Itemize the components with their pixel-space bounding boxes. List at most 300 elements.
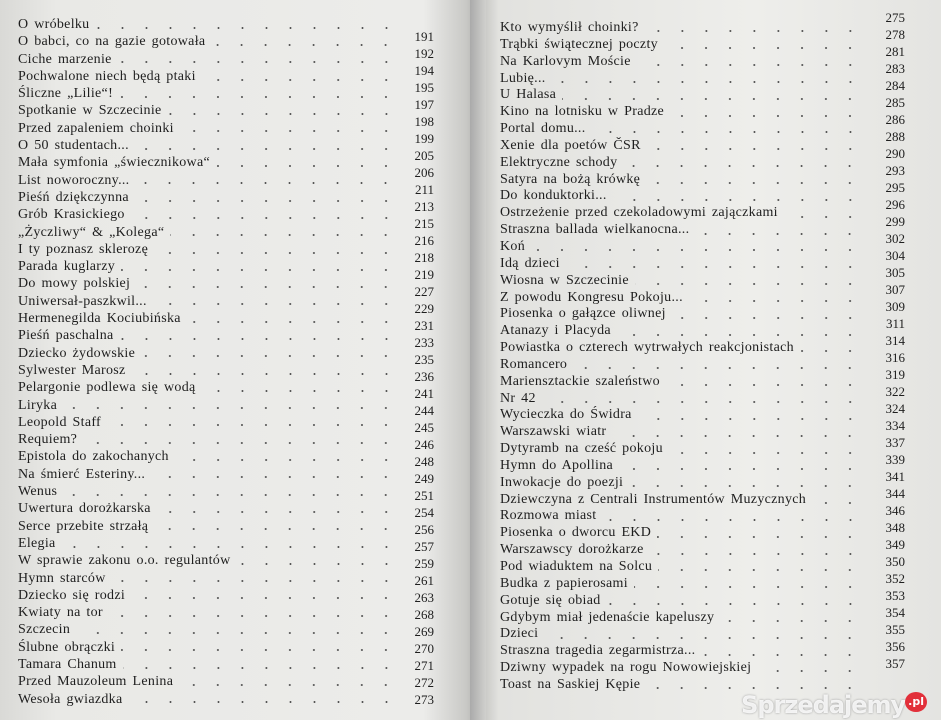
- dot-leader: [800, 350, 862, 352]
- toc-page-number: [869, 247, 905, 264]
- page-number: 295: [885, 180, 905, 195]
- entry-title: Na Karlovym Moście: [500, 53, 631, 69]
- toc-page-number: [398, 691, 434, 708]
- dot-leader: [544, 637, 862, 639]
- dot-leader: [612, 435, 862, 437]
- toc-titles-right: [500, 20, 862, 694]
- toc-page-number: [398, 317, 434, 334]
- entry-title: Wesoła gwiazdka: [18, 691, 123, 707]
- page-number: 339: [885, 452, 905, 467]
- toc-entry: [500, 306, 862, 323]
- toc-entry: [18, 345, 398, 362]
- toc-page-number: [398, 130, 434, 147]
- toc-entry: [18, 16, 398, 33]
- entry-title: List noworoczny...: [18, 172, 130, 188]
- toc-page-number: [869, 43, 905, 60]
- page-number: 337: [885, 435, 905, 450]
- entry-title: Straszna tragedia zegarmistrza...: [500, 643, 696, 659]
- toc-page-number: [869, 553, 905, 570]
- toc-entry: [18, 656, 398, 673]
- entry-title: Hymn starców: [18, 570, 106, 586]
- toc-page-number: [398, 623, 434, 640]
- toc-page-number: [869, 366, 905, 383]
- toc-entry: [18, 327, 398, 344]
- toc-entry: [18, 448, 398, 465]
- toc-entry: [18, 379, 398, 396]
- page-number: 216: [414, 233, 434, 248]
- toc-entry: [500, 71, 862, 88]
- page-number: 352: [885, 571, 905, 586]
- dot-leader: [109, 615, 398, 617]
- dot-leader: [118, 61, 398, 63]
- toc-entry: [500, 424, 862, 441]
- dot-leader: [62, 546, 398, 548]
- toc-entry: [500, 256, 862, 273]
- dot-leader: [603, 519, 863, 521]
- toc-entry: [18, 275, 398, 292]
- toc-page-number: [398, 402, 434, 419]
- entry-title: Trąbki świątecznej poczty: [500, 36, 658, 52]
- toc-page-number: [869, 281, 905, 298]
- toc-page-number: [869, 77, 905, 94]
- entry-title: O wróbelku: [18, 17, 90, 32]
- toc-page-number: [869, 230, 905, 247]
- dot-leader: [635, 283, 862, 285]
- page-number: 275: [885, 10, 905, 25]
- page-number: 319: [885, 367, 905, 382]
- dot-leader: [657, 536, 862, 538]
- toc-page-number: [398, 572, 434, 589]
- toc-page-number: [869, 128, 905, 145]
- toc-page-number: [869, 417, 905, 434]
- entry-title: Pelargonie podlewa się wodą: [18, 380, 196, 396]
- dot-leader: [613, 199, 862, 201]
- book-gutter: [470, 0, 486, 720]
- entry-title: Gdybym miał jedenaście kapeluszy: [500, 609, 715, 625]
- dot-leader: [666, 384, 862, 386]
- entry-title: Lubię...: [500, 70, 546, 86]
- page-number: 263: [414, 590, 434, 605]
- toc-entry: [500, 374, 862, 391]
- toc-entry: [18, 500, 398, 517]
- dot-leader: [646, 687, 862, 689]
- page-number: 219: [414, 267, 434, 282]
- dot-leader: [720, 620, 862, 622]
- toc-entry: [500, 559, 862, 576]
- dot-leader: [669, 452, 862, 454]
- dot-leader: [211, 44, 398, 46]
- page-number: 299: [885, 214, 905, 229]
- toc-entry: [18, 570, 398, 587]
- page-number: 218: [414, 250, 434, 265]
- toc-page-number: [869, 298, 905, 315]
- page-number: 354: [885, 605, 905, 620]
- toc-entry: [18, 518, 398, 535]
- entry-title: U Halasa: [500, 87, 557, 103]
- entry-title: Hermenegilda Kociubińska: [18, 311, 181, 327]
- dot-leader: [607, 603, 862, 605]
- toc-page-number: [869, 349, 905, 366]
- entry-title: Dziwny wypadek na rogu Nowowiejskiej: [500, 660, 752, 676]
- entry-title: Satyra na bożą krówkę: [500, 171, 641, 187]
- toc-entry: [18, 673, 398, 690]
- dot-leader: [180, 130, 398, 132]
- toc-page-number: [869, 485, 905, 502]
- entry-title: Portal domu...: [500, 121, 586, 137]
- entry-title: Atanazy i Placyda: [500, 323, 611, 339]
- page-number: 211: [414, 182, 434, 197]
- dot-leader: [131, 597, 398, 599]
- entry-title: Dziewczyna z Centrali Instrumentów Muzycznych: [500, 491, 807, 507]
- right-page: [486, 0, 941, 720]
- entry-title: Toast na Saskiej Kępie: [500, 676, 641, 692]
- entry-title: Do mowy polskiej: [18, 276, 131, 292]
- dot-leader: [119, 96, 398, 98]
- toc-entry: [18, 431, 398, 448]
- toc-page-number: [869, 400, 905, 417]
- toc-page-number: [398, 232, 434, 249]
- page-number: 197: [414, 97, 434, 112]
- page-number: 244: [414, 403, 434, 418]
- entry-title: Ślubne obrączki: [18, 639, 116, 655]
- dot-leader: [638, 418, 862, 420]
- entry-title: Ciche marzenie: [18, 51, 112, 67]
- toc-page-number: [869, 315, 905, 332]
- page-number: 261: [414, 573, 434, 588]
- toc-page-numbers-right: [869, 9, 905, 672]
- page-number: 199: [414, 131, 434, 146]
- entry-title: Mała symfonia „świecznikowa“: [18, 155, 211, 171]
- toc-entry: [18, 120, 398, 137]
- dot-leader: [154, 528, 398, 530]
- dot-leader: [157, 511, 398, 513]
- toc-page-number: [869, 434, 905, 451]
- dot-leader: [670, 115, 862, 117]
- dot-leader: [647, 148, 862, 150]
- entry-title: Mariensztackie szaleństwo: [500, 373, 660, 389]
- dot-leader: [76, 632, 398, 634]
- toc-page-number: [398, 674, 434, 691]
- toc-entry: [500, 492, 862, 509]
- page-number: 256: [414, 522, 434, 537]
- entry-title: Śliczne „Lilie“!: [18, 86, 114, 102]
- toc-page-number: [869, 213, 905, 230]
- dot-leader: [135, 148, 398, 150]
- entry-title: Dzieci: [500, 626, 539, 642]
- entry-title: I ty poznasz sklerozę: [18, 241, 149, 257]
- toc-entry: [500, 576, 862, 593]
- toc-page-number: [398, 181, 434, 198]
- page-number: 271: [414, 658, 434, 673]
- toc-entry: [18, 154, 398, 171]
- toc-entry: [500, 508, 862, 525]
- toc-entry: [500, 610, 862, 627]
- toc-page-number: [398, 28, 434, 45]
- toc-entry: [500, 475, 862, 492]
- dot-leader: [123, 667, 398, 669]
- dot-leader: [552, 81, 862, 83]
- toc-entry: [500, 222, 862, 239]
- watermark-badge: .pl: [905, 692, 927, 712]
- entry-title: Kto wymyślił choinki?: [500, 20, 639, 35]
- toc-page-number: [869, 502, 905, 519]
- page-number: 259: [414, 556, 434, 571]
- toc-page-number: [398, 300, 434, 317]
- entry-title: Idą dzieci: [500, 255, 560, 271]
- entry-title: Piosenka o gałązce oliwnej: [500, 306, 666, 322]
- page-number: 213: [414, 199, 434, 214]
- dot-leader: [562, 98, 862, 100]
- toc-entry: [500, 660, 862, 677]
- page-number: 281: [885, 44, 905, 59]
- toc-page-number: [398, 470, 434, 487]
- page-number: 288: [885, 129, 905, 144]
- entry-title: Hymn do Apollina: [500, 457, 614, 473]
- entry-title: Dziecko żydowskie: [18, 345, 136, 361]
- dot-leader: [154, 252, 398, 254]
- toc-entry: [18, 535, 398, 552]
- toc-page-number: [869, 9, 905, 26]
- entry-title: Do konduktorki...: [500, 188, 607, 204]
- page-number: 205: [414, 148, 434, 163]
- entry-title: Powiastka o czterech wytrwałych reakcjonistach: [500, 340, 794, 356]
- toc-entry: [18, 258, 398, 275]
- dot-leader: [664, 47, 862, 49]
- toc-entry: [18, 310, 398, 327]
- toc-page-number: [398, 555, 434, 572]
- toc-entry: [500, 323, 862, 340]
- entry-title: Romancero: [500, 356, 568, 372]
- page-number: 245: [414, 420, 434, 435]
- toc-page-number: [869, 383, 905, 400]
- page-number: 305: [885, 265, 905, 280]
- entry-title: Elegia: [18, 535, 56, 551]
- toc-page-number: [869, 587, 905, 604]
- toc-page-number: [398, 164, 434, 181]
- toc-page-number: [398, 640, 434, 657]
- dot-leader: [136, 286, 398, 288]
- entry-title: Kino na lotnisku w Pradze: [500, 104, 665, 120]
- page-number: 191: [414, 29, 434, 44]
- page-number: 254: [414, 505, 434, 520]
- toc-page-number: [869, 332, 905, 349]
- dot-leader: [634, 586, 862, 588]
- toc-page-number: [869, 451, 905, 468]
- entry-title: Wycieczka do Świdra: [500, 407, 632, 423]
- toc-entry: [18, 362, 398, 379]
- toc-entry: [500, 172, 862, 189]
- page-number: 290: [885, 146, 905, 161]
- toc-entry: [500, 290, 862, 307]
- toc-entry: [18, 397, 398, 414]
- page-number: 356: [885, 639, 905, 654]
- watermark-text: Sprzedajemy: [741, 691, 906, 719]
- toc-page-number: [869, 655, 905, 672]
- dot-leader: [216, 165, 398, 167]
- toc-page-number: [869, 264, 905, 281]
- dot-leader: [542, 401, 862, 403]
- entry-title: Grób Krasickiego: [18, 207, 125, 223]
- entry-title: Piosenka o dworcu EKD: [500, 525, 652, 541]
- dot-leader: [131, 217, 398, 219]
- toc-page-number: [398, 385, 434, 402]
- entry-title: Z powodu Kongresu Pokoju...: [500, 289, 683, 305]
- toc-page-number: [869, 162, 905, 179]
- toc-page-number: [398, 334, 434, 351]
- toc-entry: [18, 604, 398, 621]
- page-number: 227: [414, 284, 434, 299]
- page-number: 273: [414, 692, 434, 707]
- toc-page-number: [869, 145, 905, 162]
- toc-entry: [500, 542, 862, 559]
- entry-title: W sprawie zakonu o.o. regulantów: [18, 553, 231, 569]
- entry-title: Pieśń paschalna: [18, 328, 114, 344]
- entry-title: Ostrzeżenie przed czekoladowymi zajączkami: [500, 205, 778, 221]
- toc-page-number: [869, 111, 905, 128]
- toc-page-number: [869, 570, 905, 587]
- toc-entry: [18, 552, 398, 569]
- toc-page-number: [398, 436, 434, 453]
- toc-entry: [500, 643, 862, 660]
- page-number: 284: [885, 78, 905, 93]
- dot-leader: [153, 303, 398, 305]
- entry-title: Warszawski wiatr: [500, 424, 607, 440]
- page-number: 231: [414, 318, 434, 333]
- toc-entry: [500, 525, 862, 542]
- toc-page-number: [398, 351, 434, 368]
- toc-entry: [500, 626, 862, 643]
- dot-leader: [531, 249, 862, 251]
- toc-page-number: [398, 198, 434, 215]
- dot-leader: [141, 355, 398, 357]
- toc-page-number: [398, 147, 434, 164]
- dot-leader: [645, 30, 862, 32]
- page-number: 316: [885, 350, 905, 365]
- entry-title: Gotuje się obiad: [500, 592, 601, 608]
- entry-title: Pod wiaduktem na Solcu: [500, 559, 653, 574]
- toc-page-number: [398, 96, 434, 113]
- page-number: 192: [414, 46, 434, 61]
- entry-title: Uniwersał-paszkwil...: [18, 293, 147, 309]
- toc-entry: [500, 188, 862, 205]
- page-number: 235: [414, 352, 434, 367]
- dot-leader: [629, 485, 862, 487]
- dot-leader: [129, 701, 399, 703]
- dot-leader: [107, 424, 398, 426]
- toc-page-number: [869, 468, 905, 485]
- toc-entry: [18, 483, 398, 500]
- entry-title: Spotkanie w Szczecinie: [18, 103, 162, 119]
- entry-title: Uwertura dorożkarska: [18, 501, 151, 517]
- entry-title: O 50 studentach...: [18, 138, 129, 154]
- toc-entry: [18, 621, 398, 638]
- entry-title: Nr 42: [500, 390, 536, 406]
- toc-page-number: [398, 249, 434, 266]
- toc-page-number: [398, 521, 434, 538]
- toc-entry: [500, 121, 862, 138]
- page-number: 357: [885, 656, 905, 671]
- entry-title: „Życzliwy“ & „Kolega“: [18, 224, 165, 240]
- dot-leader: [121, 649, 398, 651]
- toc-entry: [18, 33, 398, 50]
- dot-leader: [202, 390, 398, 392]
- page-number: 344: [885, 486, 905, 501]
- entry-title: Serce przebite strzałą: [18, 518, 149, 534]
- page-number: 334: [885, 418, 905, 433]
- entry-title: Tamara Chanum: [18, 656, 117, 672]
- toc-entry: [18, 691, 398, 708]
- toc-entry: [18, 85, 398, 102]
- entry-title: Koń: [500, 238, 526, 254]
- dot-leader: [646, 182, 862, 184]
- toc-entry: [500, 104, 862, 121]
- toc-page-number: [869, 179, 905, 196]
- toc-entry: [18, 189, 398, 206]
- page-number: 278: [885, 27, 905, 42]
- toc-entry: [500, 205, 862, 222]
- entry-title: Epistola do zakochanych: [18, 449, 169, 465]
- dot-leader: [658, 569, 862, 571]
- toc-page-number: [398, 113, 434, 130]
- toc-entry: [500, 357, 862, 374]
- dot-leader: [701, 654, 862, 656]
- dot-leader: [63, 407, 398, 409]
- entry-title: Przed zapaleniem choinki: [18, 120, 174, 136]
- page-number: 215: [414, 216, 434, 231]
- toc-entry: [18, 206, 398, 223]
- entry-title: Budka z papierosami: [500, 575, 628, 591]
- entry-title: Requiem?: [18, 432, 78, 448]
- toc-entry: [500, 273, 862, 290]
- entry-title: Xenie dla poetów ČSR: [500, 137, 641, 153]
- dot-leader: [650, 553, 862, 555]
- toc-page-number: [398, 487, 434, 504]
- page-number: 248: [414, 454, 434, 469]
- page-number: 353: [885, 588, 905, 603]
- page-number: 206: [414, 165, 434, 180]
- dot-leader: [112, 580, 398, 582]
- page-number: 311: [885, 316, 905, 331]
- toc-entry: [500, 391, 862, 408]
- toc-page-numbers-left: [398, 28, 434, 708]
- toc-entry: [18, 172, 398, 189]
- entry-title: Wenus: [18, 484, 58, 500]
- page-number: 307: [885, 282, 905, 297]
- page-number: 302: [885, 231, 905, 246]
- page-number: 296: [885, 197, 905, 212]
- entry-title: Straszna ballada wielkanocna...: [500, 222, 690, 238]
- page-number: 229: [414, 301, 434, 316]
- toc-page-number: [398, 657, 434, 674]
- toc-entry: [18, 293, 398, 310]
- entry-title: Liryka: [18, 397, 58, 413]
- toc-page-number: [869, 26, 905, 43]
- page-number: 195: [414, 80, 434, 95]
- toc-page-number: [869, 536, 905, 553]
- entry-title: Warszawscy dorożkarze: [500, 542, 644, 558]
- toc-page-number: [869, 60, 905, 77]
- toc-entry: [500, 407, 862, 424]
- page-number: 286: [885, 112, 905, 127]
- dot-leader: [135, 200, 398, 202]
- entry-title: O babci, co na gazie gotowała: [18, 34, 206, 50]
- entry-title: Rozmowa miast: [500, 508, 597, 524]
- page-number: 304: [885, 248, 905, 263]
- toc-page-number: [398, 419, 434, 436]
- toc-entry: [18, 102, 398, 119]
- toc-entry: [18, 137, 398, 154]
- toc-page-number: [869, 621, 905, 638]
